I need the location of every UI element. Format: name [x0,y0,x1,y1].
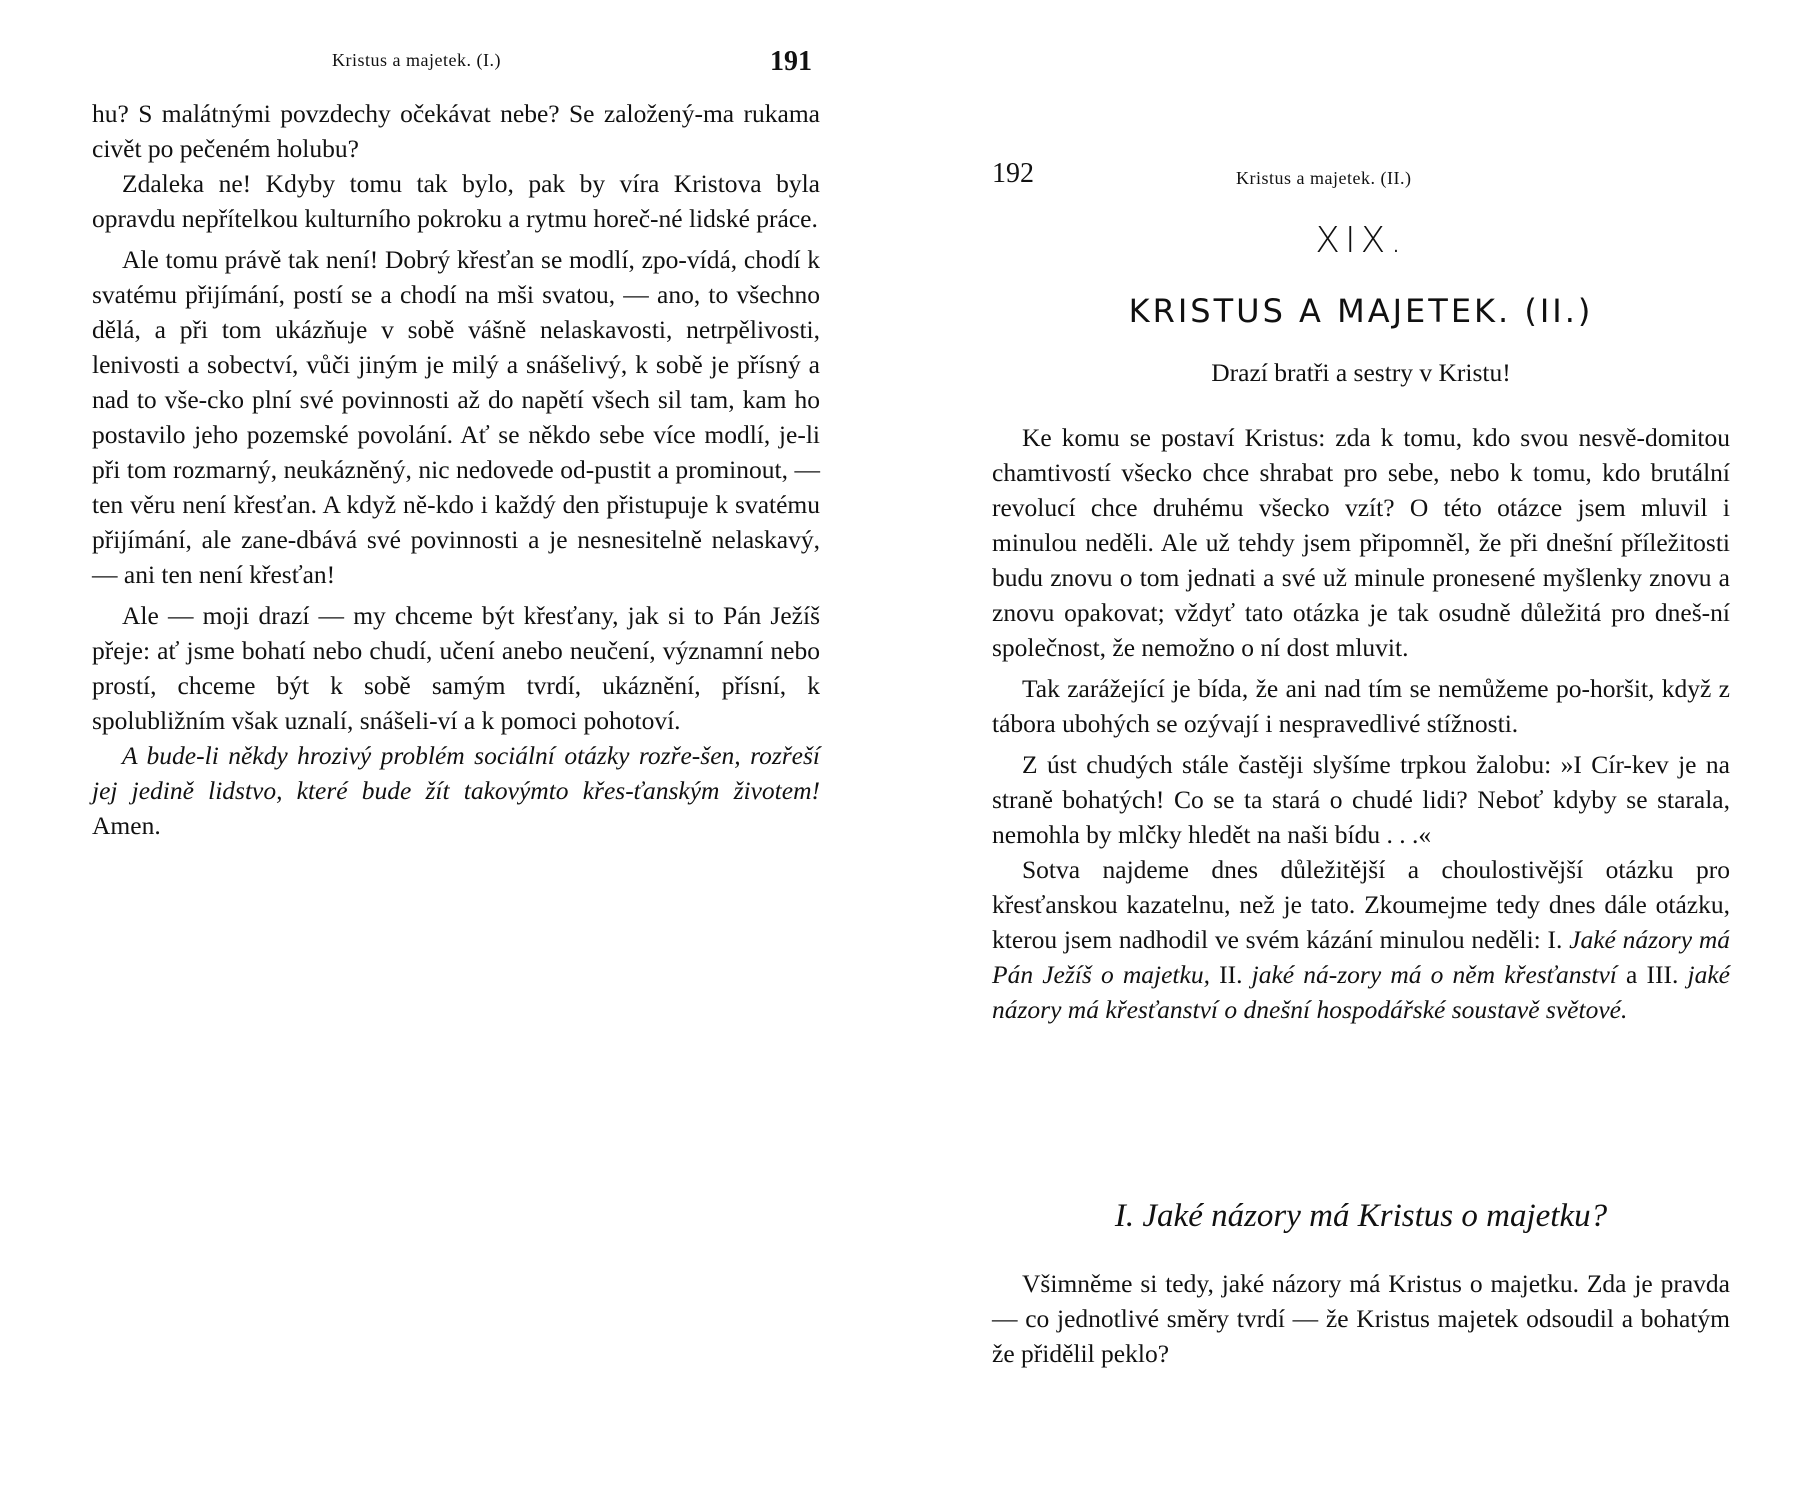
paragraph: Z úst chudých stále častěji slyšíme trpkou žalobu: »I Cír-kev je na straně bohatých! Co se ta stará o chudé lidi? Neboť kdyby se starala, nemohla by mlčky hledět na naši bídu . . .« [992,750,1730,849]
paragraph: Ale tomu právě tak není! Dobrý křesťan se modlí, zpo-vídá, chodí k svatému přijímání, postí se a chodí na mši svatou, — ano, to všechno dělá, a při tom ukázňuje v sobě vášně nelaskavosti, netrpělivosti, lenivosti a sobectví, vůči jiným je milý a snášelivý, k sobě je přísný a nad to vše-cko plní své povinnosti až do napětí všech sil tam, kam ho postavilo jeho pozemské povolání. Ať se někdo sebe více modlí, je-li při tom rozmarný, neukázněný, nic nedovede od-pustit a prominout, — ten věru není křesťan. A když ně-kdo i každý den přistupuje k svatému přijímání, ale zane-dbává své povinnosti a je nesnesitelně nelaskavý, — ani ten není křesťan! [92,245,820,589]
text-span: a III. [1616,960,1688,989]
text-span: Amen. [92,811,161,840]
text-span: II. [1209,960,1252,989]
paragraph [92,738,820,843]
italic-text: A bude-li někdy hrozivý problém sociální otázky rozře-šen, rozřeší jej jedině lidstvo, které bude žít takovýmto křes-ťanským životem! [92,741,820,805]
paragraph: Ke komu se postaví Kristus: zda k tomu, kdo svou nesvě-domitou chamtivostí všecko chce shrabat pro sebe, nebo k tomu, kdo brutální revolucí chce druhému všecko vzít? O této otázce jsem mluvil i minulou neděli. Ale už tehdy jsem připomněl, že při dnešní příležitosti budu znovu o tom jednati a své už minule pronesené myšlenky znovu a znovu opakovat; vždyť tato otázka je tak osudně důležitá pro dneš-ní společnost, že nemožno o ní dost mluvit. [992,423,1730,662]
body-text [92,96,820,843]
italic-text: jaké ná-zory má o něm křesťanství [1251,960,1617,989]
page-number: 192 [992,158,1034,189]
chapter-number: XIX. [1315,220,1407,261]
paragraph: Tak zarážející je bída, že ani nad tím se nemůžeme po-horšit, když z tábora ubohých se ozývají i nespravedlivé stížnosti. [992,674,1730,738]
page-number: 191 [770,46,812,77]
running-head: Kristus a majetek. (II.) [1236,168,1412,188]
paragraph: Všimněme si tedy, jaké názory má Kristus o majetku. Zda je pravda — co jednotlivé směry tvrdí — že Kristus majetek odsoudil a bohatým že přidělil peklo? [992,1269,1730,1368]
section-heading: I. Jaké názory má Kristus o majetku? [1114,1198,1608,1234]
paragraph: hu? S malátnými povzdechy očekávat nebe? Se založený-ma rukama civět po pečeném holubu? [92,99,820,163]
paragraph [992,852,1730,1027]
chapter-title: KRISTUS A MAJETEK. (II.) [1128,292,1594,330]
paragraph: Zdaleka ne! Kdyby tomu tak bylo, pak by víra Kristova byla opravdu nepřítelkou kulturního pokroku a rytmu horeč-né lidské práce. [92,169,820,233]
body-text [992,420,1730,1027]
paragraph: Ale — moji drazí — my chceme být křesťany, jak si to Pán Ježíš přeje: ať jsme bohatí nebo chudí, učení anebo neučení, významní nebo prostí, chceme být k sobě samým tvrdí, ukáznění, přísní, k spolubližním však uznalí, snášeli-ví a k pomoci pohotoví. [92,601,820,735]
text-span: Sotva najdeme dnes důležitější a choulostivější otázku pro křesťanskou kazatelnu, než je tato. Zkoumejme tedy dnes dále otázku, kterou jsem nadhodil ve svém kázání minulou neděli: I. [992,855,1730,954]
running-head: Kristus a majetek. (I.) [332,50,501,70]
italic-text: Jaké názory má Pán Ježíš o majetku, [992,925,1730,989]
italic-text: jaké názory má křesťanství o dnešní hospodářské soustavě světové. [992,960,1730,1024]
salutation: Drazí bratři a sestry v Kristu! [1211,358,1511,387]
body-text [992,1266,1730,1371]
